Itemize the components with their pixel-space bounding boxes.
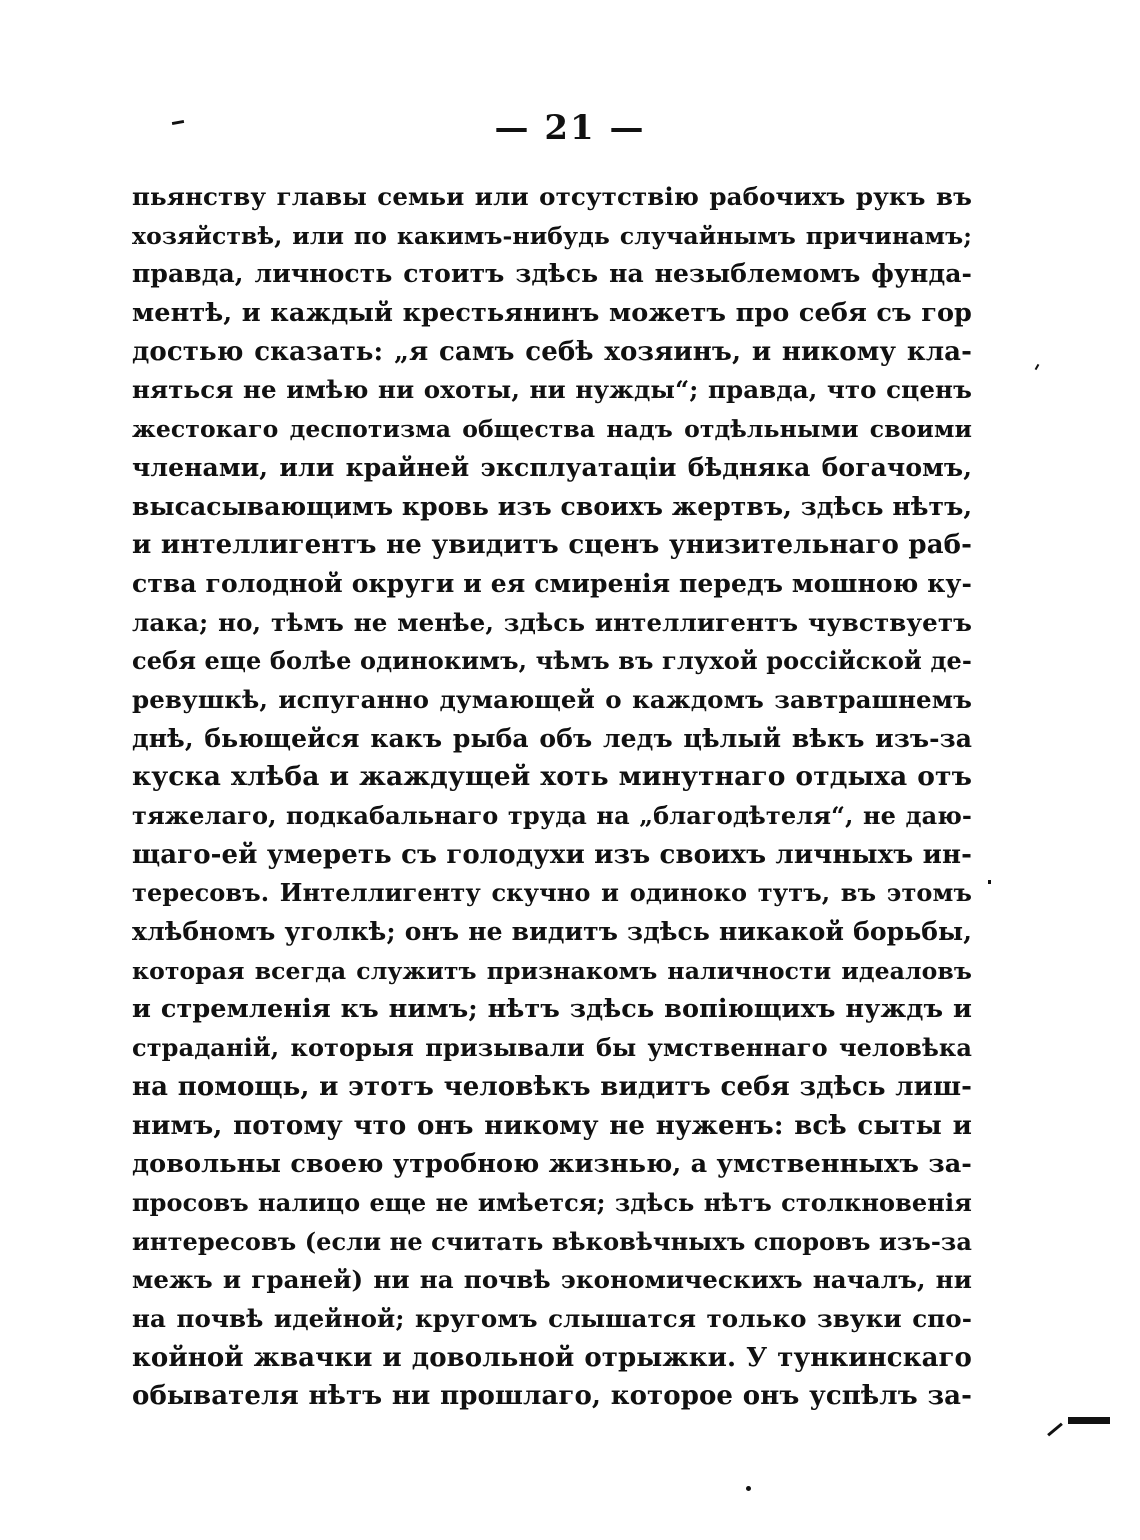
text-line: страданій, которыя призывали бы умственнаго человѣка: [132, 1033, 972, 1063]
speck: [988, 880, 991, 884]
page-number: — 21 —: [494, 108, 646, 148]
text-line: ментѣ, и каждый крестьянинъ можетъ про себя съ гор: [132, 298, 972, 329]
text-line: хлѣбномъ уголкѣ; онъ не видитъ здѣсь никакой борьбы,: [132, 917, 972, 947]
text-line: нимъ, потому что онъ никому не нуженъ: всѣ сыты и: [132, 1110, 972, 1141]
text-line: и стремленія къ нимъ; нѣтъ здѣсь вопіющихъ нуждъ и: [132, 994, 972, 1025]
text-line: тересовъ. Интеллигенту скучно и одиноко тутъ, въ этомъ: [132, 878, 972, 908]
text-line: и интеллигентъ не увидитъ сценъ унизительнаго раб-: [132, 530, 972, 561]
text-line: достью сказать: „я самъ себѣ хозяинъ, и никому кла-: [132, 336, 972, 367]
speck: [1035, 364, 1040, 370]
text-line: ства голодной округи и ея смиренія передъ мошною ку-: [132, 568, 972, 598]
text-line: себя еще болѣе одинокимъ, чѣмъ въ глухой россійской де-: [132, 646, 972, 676]
text-line: просовъ налицо еще не имѣется; здѣсь нѣтъ столкновенія: [132, 1187, 972, 1217]
text-line: правда, личность стоитъ здѣсь на незыблемомъ фунда-: [132, 259, 972, 289]
speck: [1047, 1423, 1063, 1437]
text-line: которая всегда служитъ признакомъ наличности идеаловъ: [132, 956, 972, 985]
text-line: тяжелаго, подкабальнаго труда на „благодѣтеля“, не даю-: [132, 801, 972, 830]
text-line: куска хлѣба и жаждущей хоть минутнаго отдыха отъ: [132, 761, 972, 793]
text-line: койной жвачки и довольной отрыжки. У тункинскаго: [132, 1342, 972, 1373]
text-line: членами, или крайней эксплуатаціи бѣдняка богачомъ,: [132, 452, 972, 482]
text-line: щаго-ей умереть съ голодухи изъ своихъ личныхъ ин-: [132, 839, 972, 870]
text-line: пьянству главы семьи или отсутствію рабочихъ рукъ въ: [132, 182, 972, 211]
text-line: на помощь, и этотъ человѣкъ видитъ себя здѣсь лиш-: [132, 1071, 972, 1102]
speck: [746, 1486, 751, 1491]
text-line: жестокаго деспотизма общества надъ отдѣльными своими: [132, 415, 972, 444]
text-line: высасывающимъ кровь изъ своихъ жертвъ, здѣсь нѣтъ,: [132, 491, 973, 521]
speck: [1068, 1417, 1110, 1424]
text-line: днѣ, бьющейся какъ рыба объ ледъ цѣлый вѣкъ изъ-за: [132, 723, 972, 753]
text-line: хозяйствѣ, или по какимъ-нибудь случайнымъ причинамъ;: [132, 221, 972, 250]
text-line: интересовъ (если не считать вѣковѣчныхъ споровъ изъ-за: [132, 1226, 972, 1256]
text-line: обывателя нѣтъ ни прошлаго, которое онъ успѣлъ за-: [132, 1381, 972, 1412]
text-line: на почвѣ идейной; кругомъ слышатся только звуки спо-: [132, 1303, 972, 1333]
text-line: ревушкѣ, испуганно думающей о каждомъ завтрашнемъ: [132, 684, 972, 714]
body-text: [132, 178, 972, 1416]
text-line: довольны своею утробною жизнью, а умственныхъ за-: [132, 1149, 972, 1180]
text-line: няться не имѣю ни охоты, ни нужды“; правда, что сценъ: [132, 375, 972, 405]
text-line: межъ и граней) ни на почвѣ экономическихъ началъ, ни: [132, 1265, 972, 1295]
text-line: лака; но, тѣмъ не менѣе, здѣсь интеллигентъ чувствуетъ: [132, 607, 972, 637]
